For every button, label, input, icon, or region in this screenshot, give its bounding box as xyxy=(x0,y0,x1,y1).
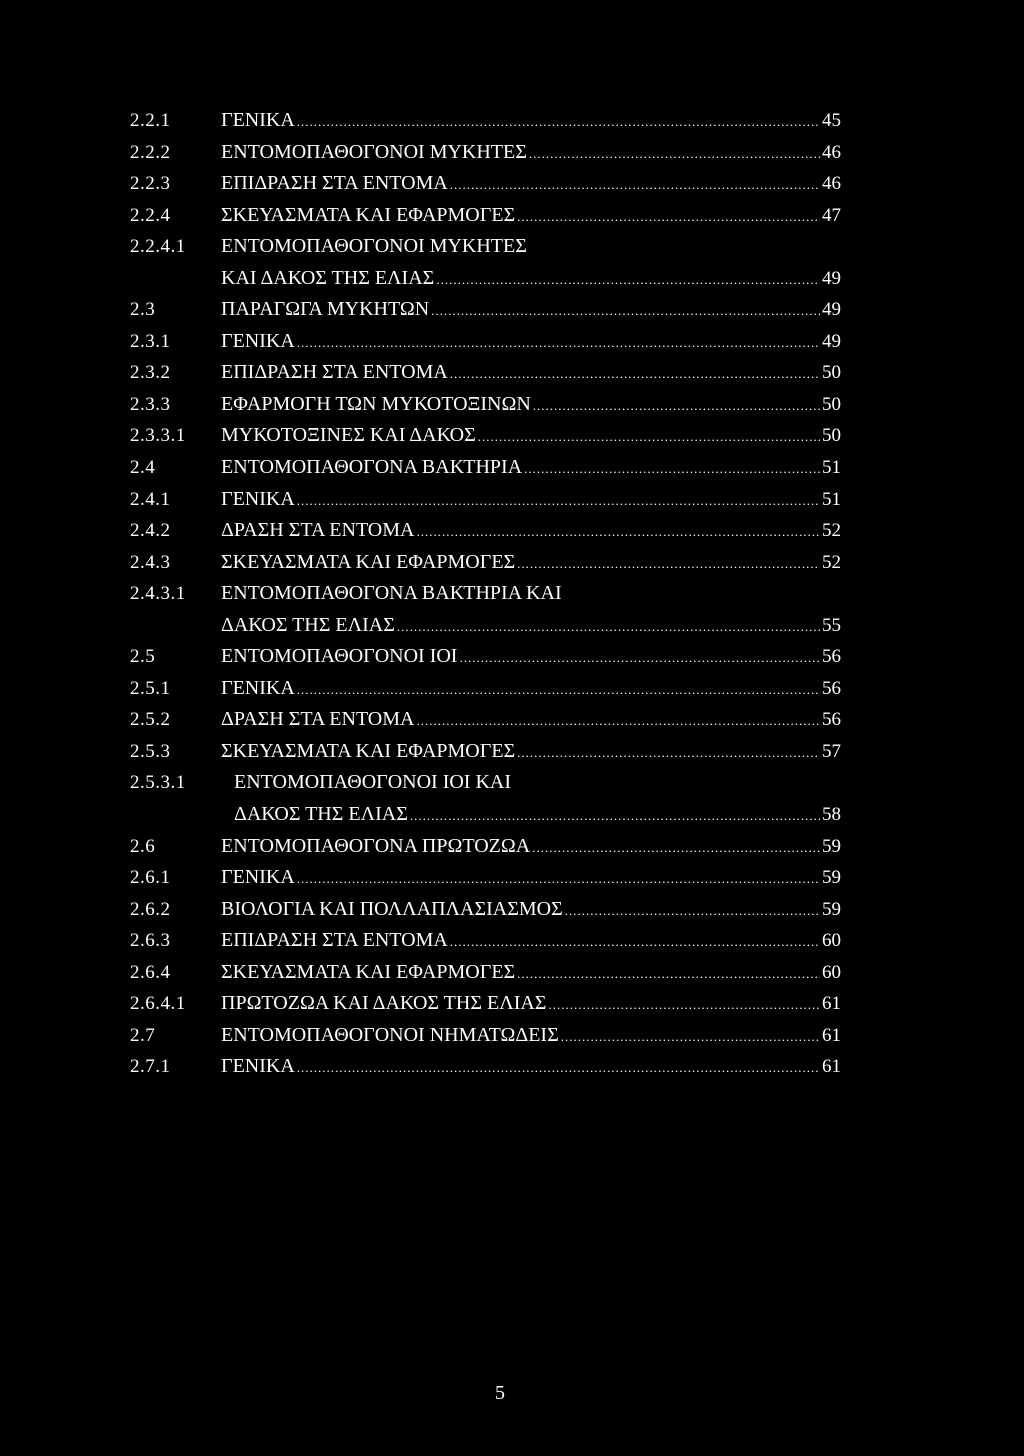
section-number: 2.3.2 xyxy=(130,362,171,384)
section-title: ΠΡΩΤΟΖΩΑ ΚΑΙ ΔΑΚΟΣ ΤΗΣ ΕΛΙΑΣ xyxy=(221,992,547,1015)
dot-leader xyxy=(517,737,820,769)
section-number: 2.7 xyxy=(130,1024,156,1046)
section-number: 2.5 xyxy=(130,646,156,668)
toc-entry xyxy=(0,1020,1024,1052)
dot-leader xyxy=(431,295,820,327)
dot-leader xyxy=(397,611,820,643)
toc-entry xyxy=(0,547,1024,579)
dot-leader xyxy=(297,1052,820,1084)
toc-entry xyxy=(0,673,1024,705)
toc-entry xyxy=(0,925,1024,957)
dot-leader xyxy=(524,453,820,485)
section-title: ΓΕΝΙΚΑ xyxy=(221,109,295,131)
section-title: ΔΑΚΟΣ ΤΗΣ ΕΛΙΑΣ xyxy=(221,613,395,636)
dot-leader xyxy=(416,705,820,737)
page-reference: 46 xyxy=(822,141,841,163)
toc-entry xyxy=(0,704,1024,736)
section-title: ΔΑΚΟΣ ΤΗΣ ΕΛΙΑΣ xyxy=(234,803,408,826)
toc-entry xyxy=(0,862,1024,894)
page-reference: 59 xyxy=(822,898,841,920)
section-number: 2.2.4.1 xyxy=(130,236,186,258)
section-number: 2.2.2 xyxy=(130,141,171,163)
section-title: ΕΝΤΟΜΟΠΑΘΟΓΟΝΟΙ ΙΟΙ xyxy=(221,645,458,668)
dot-leader xyxy=(450,926,820,958)
dot-leader xyxy=(416,516,820,548)
section-number: 2.7.1 xyxy=(130,1056,171,1078)
toc-entry xyxy=(0,767,1024,799)
dot-leader xyxy=(529,138,820,170)
toc-entry xyxy=(0,168,1024,200)
page-reference: 59 xyxy=(822,867,841,889)
section-number: 2.3.3 xyxy=(130,393,171,415)
page-reference: 56 xyxy=(822,709,841,731)
dot-leader xyxy=(436,264,820,296)
section-number: 2.4.3.1 xyxy=(130,583,186,605)
section-number: 2.3 xyxy=(130,299,156,321)
dot-leader xyxy=(297,863,820,895)
toc-entry xyxy=(0,200,1024,232)
section-title: ΠΑΡΑΓΩΓΑ ΜΥΚΗΤΩΝ xyxy=(221,298,430,321)
dot-leader xyxy=(450,358,820,390)
toc-entry xyxy=(0,326,1024,358)
page-reference: 50 xyxy=(822,425,841,447)
section-title: ΕΝΤΟΜΟΠΑΘΟΓΟΝΟΙ ΜΥΚΗΤΕΣ xyxy=(221,235,527,258)
dot-leader xyxy=(561,1021,820,1053)
page-reference: 60 xyxy=(822,930,841,952)
page-reference: 46 xyxy=(822,173,841,195)
toc-entry xyxy=(0,294,1024,326)
dot-leader xyxy=(297,327,820,359)
toc-entry xyxy=(0,484,1024,516)
section-title: ΔΡΑΣΗ ΣΤΑ ΕΝΤΟΜΑ xyxy=(221,708,415,731)
section-title: ΕΝΤΟΜΟΠΑΘΟΓΟΝΟΙ ΝΗΜΑΤΩΔΕΙΣ xyxy=(221,1023,559,1046)
section-number: 2.5.2 xyxy=(130,709,171,731)
page-reference: 56 xyxy=(822,646,841,668)
page-reference: 49 xyxy=(822,330,841,352)
section-title: ΣΚΕΥΑΣΜΑΤΑ ΚΑΙ ΕΦΑΡΜΟΓΕΣ xyxy=(221,739,516,762)
section-number: 2.6 xyxy=(130,835,156,857)
toc-entry xyxy=(0,578,1024,610)
page-reference: 49 xyxy=(822,267,841,289)
section-number: 2.5.3.1 xyxy=(130,772,186,794)
section-number: 2.2.4 xyxy=(130,204,171,226)
section-title: ΕΠΙΔΡΑΣΗ ΣΤΑ ΕΝΤΟΜΑ xyxy=(221,929,448,952)
section-number: 2.4.1 xyxy=(130,488,171,510)
dot-leader xyxy=(565,895,820,927)
section-title: ΕΝΤΟΜΟΠΑΘΟΓΟΝΑ ΒΑΚΤΗΡΙΑ xyxy=(221,456,523,479)
dot-leader xyxy=(459,642,820,674)
section-title: ΕΠΙΔΡΑΣΗ ΣΤΑ ΕΝΤΟΜΑ xyxy=(221,172,448,195)
section-title: ΕΝΤΟΜΟΠΑΘΟΓΟΝΟΙ ΜΥΚΗΤΕΣ xyxy=(221,140,527,163)
section-number: 2.4.3 xyxy=(130,551,171,573)
section-number: 2.2.1 xyxy=(130,110,171,131)
section-title: ΚΑΙ ΔΑΚΟΣ ΤΗΣ ΕΛΙΑΣ xyxy=(221,266,435,289)
table-of-contents xyxy=(0,105,1024,1083)
toc-entry xyxy=(0,420,1024,452)
dot-leader xyxy=(297,674,820,706)
page-reference: 61 xyxy=(822,1056,841,1078)
section-title: ΓΕΝΙΚΑ xyxy=(221,329,295,352)
section-title: ΕΝΤΟΜΟΠΑΘΟΓΟΝΟΙ ΙΟΙ ΚΑΙ xyxy=(234,771,512,794)
page-reference: 61 xyxy=(822,993,841,1015)
page-reference: 60 xyxy=(822,961,841,983)
section-title: ΓΕΝΙΚΑ xyxy=(221,1055,295,1078)
page-reference: 45 xyxy=(822,110,841,131)
dot-leader xyxy=(517,958,820,990)
toc-entry xyxy=(0,799,1024,831)
page-reference: 59 xyxy=(822,835,841,857)
section-number: 2.5.3 xyxy=(130,740,171,762)
page-reference: 55 xyxy=(822,614,841,636)
section-title: ΓΕΝΙΚΑ xyxy=(221,487,295,510)
dot-leader xyxy=(533,390,820,422)
page-reference: 47 xyxy=(822,204,841,226)
dot-leader xyxy=(297,485,820,517)
section-number: 2.6.4.1 xyxy=(130,993,186,1015)
toc-entry xyxy=(0,452,1024,484)
toc-entry xyxy=(0,357,1024,389)
section-number: 2.6.4 xyxy=(130,961,171,983)
toc-entry xyxy=(0,105,1024,137)
toc-entry xyxy=(0,831,1024,863)
page-reference: 58 xyxy=(822,804,841,826)
page-reference: 52 xyxy=(822,520,841,542)
toc-entry xyxy=(0,957,1024,989)
page-reference: 52 xyxy=(822,551,841,573)
page-reference: 50 xyxy=(822,362,841,384)
page-reference: 49 xyxy=(822,299,841,321)
section-number: 2.2.3 xyxy=(130,173,171,195)
section-title: ΓΕΝΙΚΑ xyxy=(221,676,295,699)
section-title: ΕΝΤΟΜΟΠΑΘΟΓΟΝΑ ΒΑΚΤΗΡΙΑ ΚΑΙ xyxy=(221,582,562,605)
toc-entry xyxy=(0,1051,1024,1083)
section-title: ΣΚΕΥΑΣΜΑΤΑ ΚΑΙ ΕΦΑΡΜΟΓΕΣ xyxy=(221,960,516,983)
toc-entry xyxy=(0,610,1024,642)
dot-leader xyxy=(478,421,820,453)
section-title: ΔΡΑΣΗ ΣΤΑ ΕΝΤΟΜΑ xyxy=(221,519,415,542)
page-reference: 56 xyxy=(822,677,841,699)
page-number: 5 xyxy=(495,1382,505,1404)
page-reference: 61 xyxy=(822,1024,841,1046)
toc-entry xyxy=(0,515,1024,547)
section-number: 2.6.3 xyxy=(130,930,171,952)
section-title: ΕΠΙΔΡΑΣΗ ΣΤΑ ΕΝΤΟΜΑ xyxy=(221,361,448,384)
section-title: ΣΚΕΥΑΣΜΑΤΑ ΚΑΙ ΕΦΑΡΜΟΓΕΣ xyxy=(221,203,516,226)
page-reference: 51 xyxy=(822,457,841,479)
section-number: 2.6.2 xyxy=(130,898,171,920)
section-title: ΣΚΕΥΑΣΜΑΤΑ ΚΑΙ ΕΦΑΡΜΟΓΕΣ xyxy=(221,550,516,573)
dot-leader xyxy=(410,800,820,832)
section-title: ΓΕΝΙΚΑ xyxy=(221,866,295,889)
toc-entry xyxy=(0,641,1024,673)
dot-leader xyxy=(297,106,820,138)
toc-entry xyxy=(0,988,1024,1020)
dot-leader xyxy=(517,548,820,580)
section-number: 2.3.1 xyxy=(130,330,171,352)
toc-entry xyxy=(0,736,1024,768)
toc-entry xyxy=(0,231,1024,263)
page-reference: 57 xyxy=(822,740,841,762)
dot-leader xyxy=(517,201,820,233)
page-reference: 51 xyxy=(822,488,841,510)
dot-leader xyxy=(532,832,820,864)
page-reference: 50 xyxy=(822,393,841,415)
section-title: ΜΥΚΟΤΟΞΙΝΕΣ ΚΑΙ ΔΑΚΟΣ xyxy=(221,424,476,447)
section-title: ΕΦΑΡΜΟΓΗ ΤΩΝ ΜΥΚΟΤΟΞΙΝΩΝ xyxy=(221,392,531,415)
dot-leader xyxy=(548,989,820,1021)
section-title: ΒΙΟΛΟΓΙΑ ΚΑΙ ΠΟΛΛΑΠΛΑΣΙΑΣΜΟΣ xyxy=(221,897,563,920)
toc-entry xyxy=(0,894,1024,926)
section-number: 2.4 xyxy=(130,457,156,479)
toc-entry xyxy=(0,263,1024,295)
section-title: ΕΝΤΟΜΟΠΑΘΟΓΟΝΑ ΠΡΩΤΟΖΩΑ xyxy=(221,834,531,857)
section-number: 2.4.2 xyxy=(130,520,171,542)
dot-leader xyxy=(450,169,820,201)
toc-entry xyxy=(0,137,1024,169)
toc-entry xyxy=(0,389,1024,421)
section-number: 2.6.1 xyxy=(130,867,171,889)
section-number: 2.5.1 xyxy=(130,677,171,699)
section-number: 2.3.3.1 xyxy=(130,425,186,447)
